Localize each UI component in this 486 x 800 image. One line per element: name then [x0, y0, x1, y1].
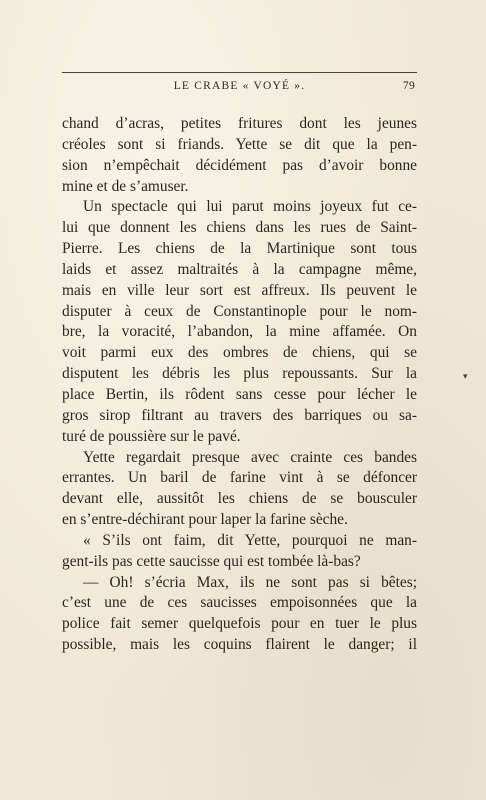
text-line: sion n’empêchait décidément pas d’avoir bonne: [62, 156, 417, 174]
text-line: mais en ville leur sort est affreux. Ils peuvent le: [62, 281, 417, 299]
text-line: Pierre. Les chiens de la Martinique sont tous: [62, 240, 417, 258]
text-line: lui que donnent les chiens dans les rues de Saint-: [62, 219, 417, 237]
text-line: chand d’acras, petites fritures dont les jeunes: [62, 115, 417, 132]
text-line: — Oh! s’écria Max, ils ne sont pas si bêtes;: [83, 573, 417, 591]
body-text: [62, 114, 417, 656]
text-line: police fait semer quelquefois pour en tuer le plus: [62, 615, 417, 633]
running-title: LE CRABE « VOYÉ ».: [173, 80, 306, 92]
text-line: voit parmi eux des ombres de chiens, qui se: [62, 344, 417, 362]
text-line: gros sirop filtrant au travers des barriques ou sa-: [62, 406, 417, 424]
text-line: turé de poussière sur le pavé.: [62, 427, 241, 445]
margin-mark: ▾: [463, 372, 468, 382]
text-line: gent-ils pas cette saucisse qui est tombée là-bas?: [62, 552, 361, 570]
text-line: bre, la voracité, l’abandon, la mine affamée. On: [62, 323, 417, 341]
text-line: laids et assez maltraités à la campagne même,: [62, 260, 417, 278]
text-line: Yette regardait presque avec crainte ces bandes: [83, 448, 417, 466]
running-head: [62, 80, 417, 96]
text-line: disputer à ceux de Constantinople pour le nom-: [62, 302, 417, 320]
text-line: mine et de s’amuser.: [62, 177, 189, 195]
text-line: disputent les débris les plus repoussants. Sur la: [62, 365, 417, 383]
text-line: « S’ils ont faim, dit Yette, pourquoi ne man-: [83, 531, 417, 549]
text-line: devant elle, aussitôt les chiens de se bousculer: [62, 490, 417, 508]
text-line: errantes. Un baril de farine vint à se défoncer: [62, 469, 417, 487]
text-line: place Bertin, ils rôdent sans cesse pour lécher le: [62, 385, 417, 403]
text-line: possible, mais les coquins flairent le danger; il: [62, 636, 417, 654]
text-line: créoles sont si friands. Yette se dit que la pen-: [62, 135, 417, 153]
page-number: 79: [402, 80, 415, 92]
text-line: en s’entre-déchirant pour laper la farine sèche.: [62, 511, 348, 529]
text-line: Un spectacle qui lui parut moins joyeux fut ce-: [83, 198, 417, 216]
header-rule: [62, 72, 417, 73]
text-line: c’est une de ces saucisses empoisonnées que la: [62, 594, 417, 612]
